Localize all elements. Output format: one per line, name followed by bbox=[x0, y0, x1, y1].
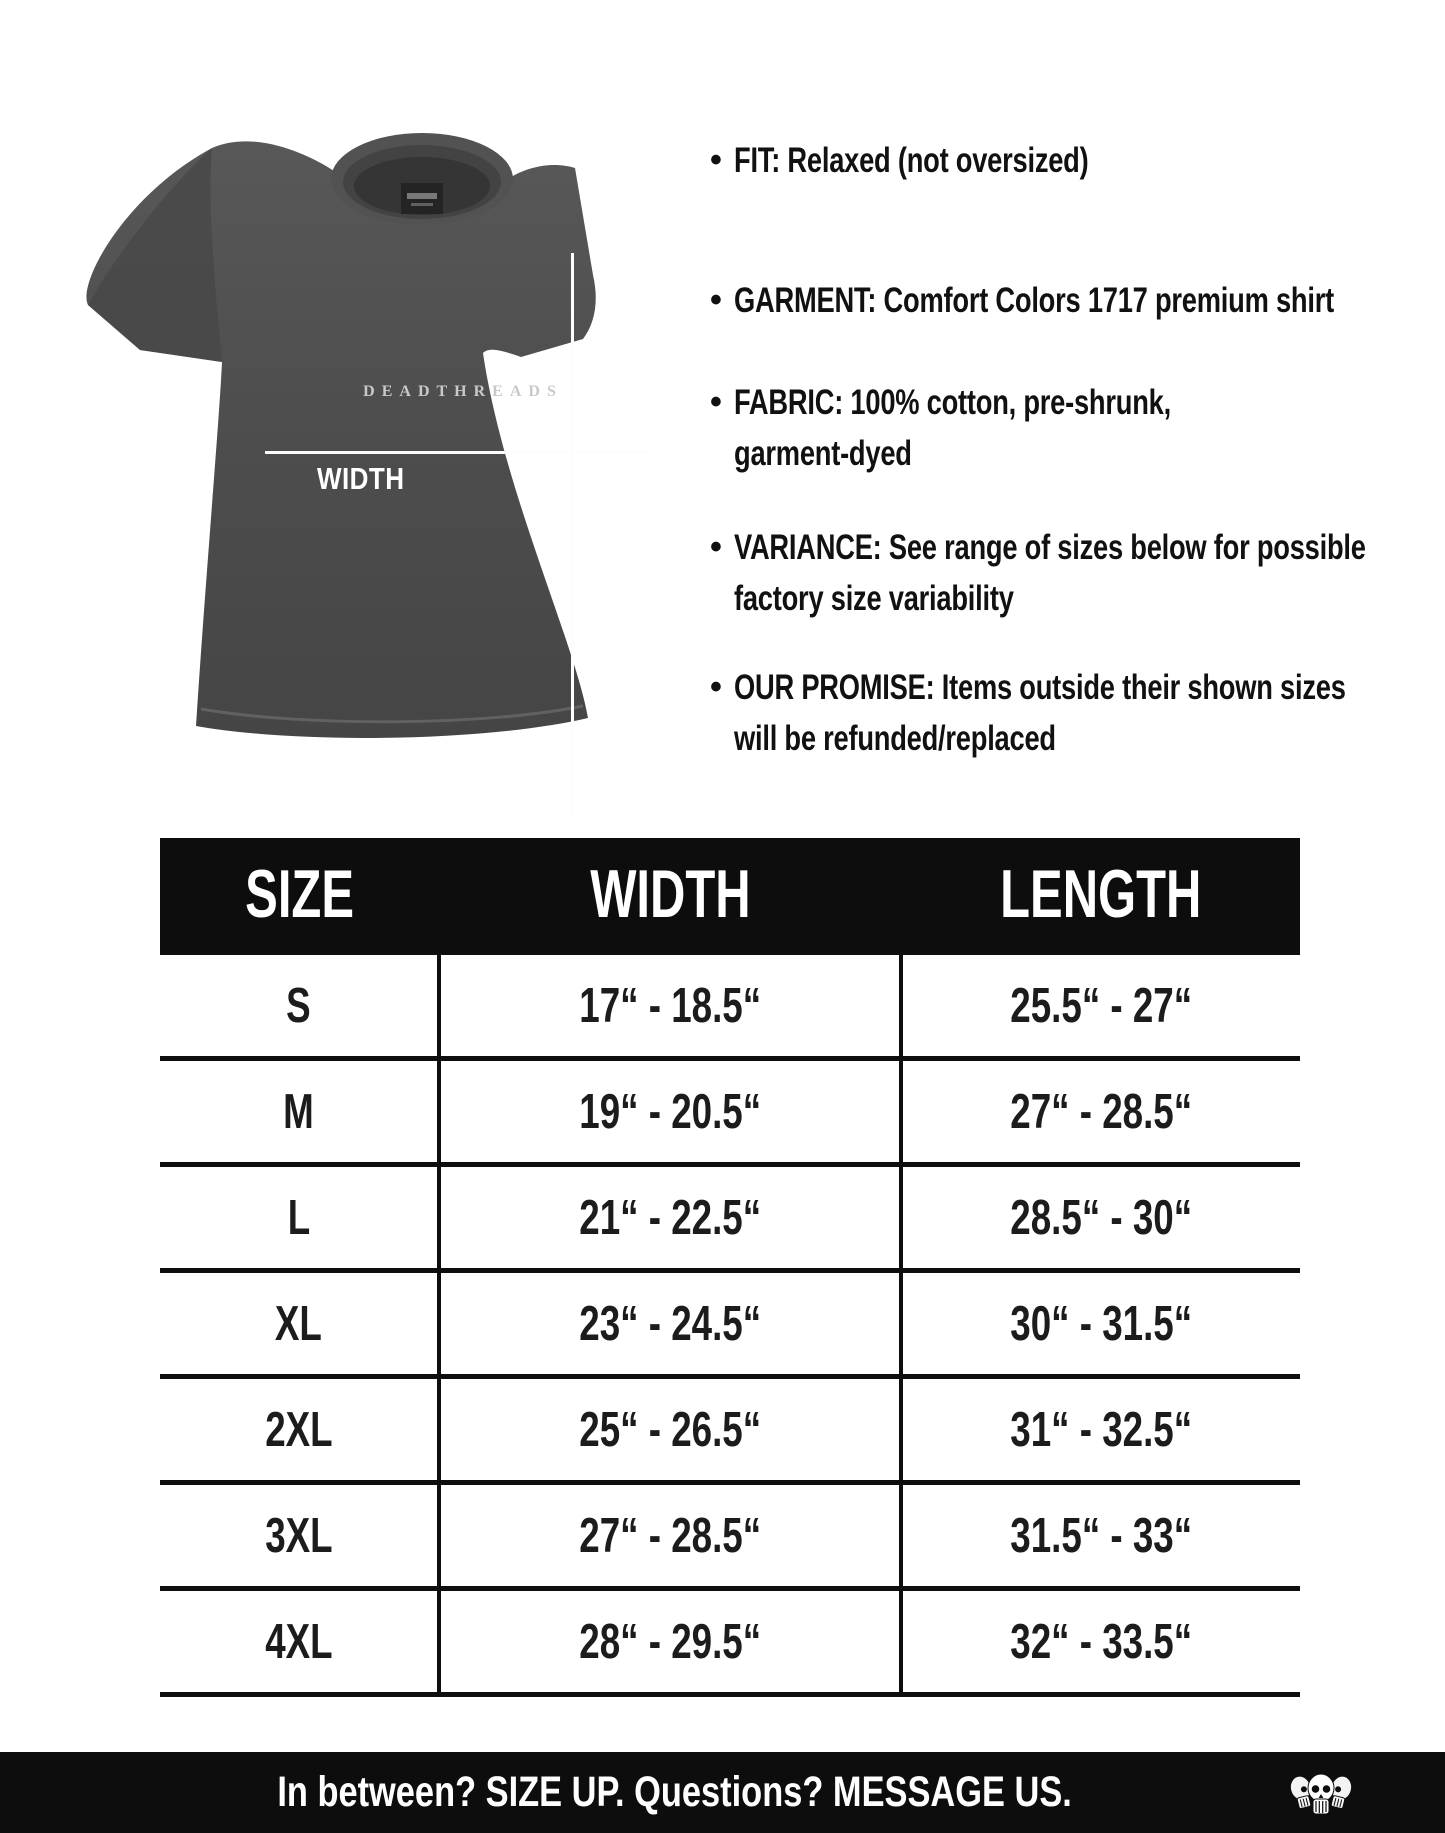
cell-width: 19“ - 20.5“ bbox=[439, 1059, 901, 1165]
list-item-text: OUR PROMISE: Items outside their shown sizes will be refunded/replaced bbox=[733, 668, 1346, 758]
cell-length: 25.5“ - 27“ bbox=[901, 953, 1300, 1059]
header-width: WIDTH bbox=[439, 838, 901, 953]
cell-length: 27“ - 28.5“ bbox=[901, 1059, 1300, 1165]
bullet-icon: • bbox=[710, 281, 722, 319]
cell-length: 32“ - 33.5“ bbox=[901, 1589, 1300, 1695]
footer-message: In between? SIZE UP. Questions? MESSAGE US. bbox=[277, 1768, 1073, 1816]
footer-bar bbox=[0, 1752, 1445, 1833]
shirt-diagram bbox=[55, 85, 615, 765]
three-skulls-icon bbox=[1285, 1764, 1357, 1820]
cell-size: 3XL bbox=[160, 1483, 439, 1589]
cell-width: 25“ - 26.5“ bbox=[439, 1377, 901, 1483]
list-item-text: GARMENT: Comfort Colors 1717 premium shirt bbox=[733, 281, 1334, 320]
tshirt-illustration bbox=[55, 85, 615, 765]
list-item-fabric bbox=[710, 377, 1294, 479]
cell-width: 27“ - 28.5“ bbox=[439, 1483, 901, 1589]
bullet-icon: • bbox=[710, 141, 722, 179]
list-item-garment bbox=[710, 275, 1445, 326]
cell-length: 31“ - 32.5“ bbox=[901, 1377, 1300, 1483]
cell-size: 4XL bbox=[160, 1589, 439, 1695]
cell-size: L bbox=[160, 1165, 439, 1271]
bullet-icon: • bbox=[710, 668, 722, 706]
neck-tag-print2 bbox=[411, 203, 433, 206]
list-item-promise bbox=[710, 662, 1445, 764]
list-item-text: VARIANCE: See range of sizes below for possible factory size variability bbox=[733, 528, 1366, 618]
table-row bbox=[160, 1483, 1300, 1589]
header-length: LENGTH bbox=[901, 838, 1300, 953]
table-row bbox=[160, 1271, 1300, 1377]
table-row bbox=[160, 953, 1300, 1059]
product-facts-list bbox=[710, 0, 1390, 830]
cell-width: 17“ - 18.5“ bbox=[439, 953, 901, 1059]
length-measure-label: LENGTH bbox=[576, 505, 611, 615]
cell-size: 2XL bbox=[160, 1377, 439, 1483]
header-size: SIZE bbox=[160, 838, 439, 953]
width-measure-line bbox=[265, 451, 649, 454]
cell-width: 28“ - 29.5“ bbox=[439, 1589, 901, 1695]
cell-length: 30“ - 31.5“ bbox=[901, 1271, 1300, 1377]
width-measure-label: WIDTH bbox=[317, 461, 405, 496]
bullet-icon: • bbox=[710, 528, 722, 566]
list-item-text: FABRIC: 100% cotton, pre-shrunk, garment-dyed bbox=[733, 383, 1171, 473]
cell-size: M bbox=[160, 1059, 439, 1165]
cell-width: 23“ - 24.5“ bbox=[439, 1271, 901, 1377]
table-header-row bbox=[160, 838, 1300, 953]
list-item-text: FIT: Relaxed (not oversized) bbox=[733, 141, 1089, 180]
list-item-variance bbox=[710, 522, 1445, 624]
cell-size: XL bbox=[160, 1271, 439, 1377]
cell-length: 31.5“ - 33“ bbox=[901, 1483, 1300, 1589]
list-item-fit bbox=[710, 135, 1188, 186]
size-chart-table bbox=[160, 838, 1300, 1697]
table-row bbox=[160, 1165, 1300, 1271]
bullet-icon: • bbox=[710, 383, 722, 421]
table-row bbox=[160, 1059, 1300, 1165]
table-row bbox=[160, 1589, 1300, 1695]
cell-size: S bbox=[160, 953, 439, 1059]
shirt-brand-print: DEADTHREADS bbox=[363, 383, 563, 400]
table-row bbox=[160, 1377, 1300, 1483]
length-measure-line bbox=[571, 253, 574, 815]
cell-width: 21“ - 22.5“ bbox=[439, 1165, 901, 1271]
neck-tag-print bbox=[407, 193, 437, 199]
cell-length: 28.5“ - 30“ bbox=[901, 1165, 1300, 1271]
